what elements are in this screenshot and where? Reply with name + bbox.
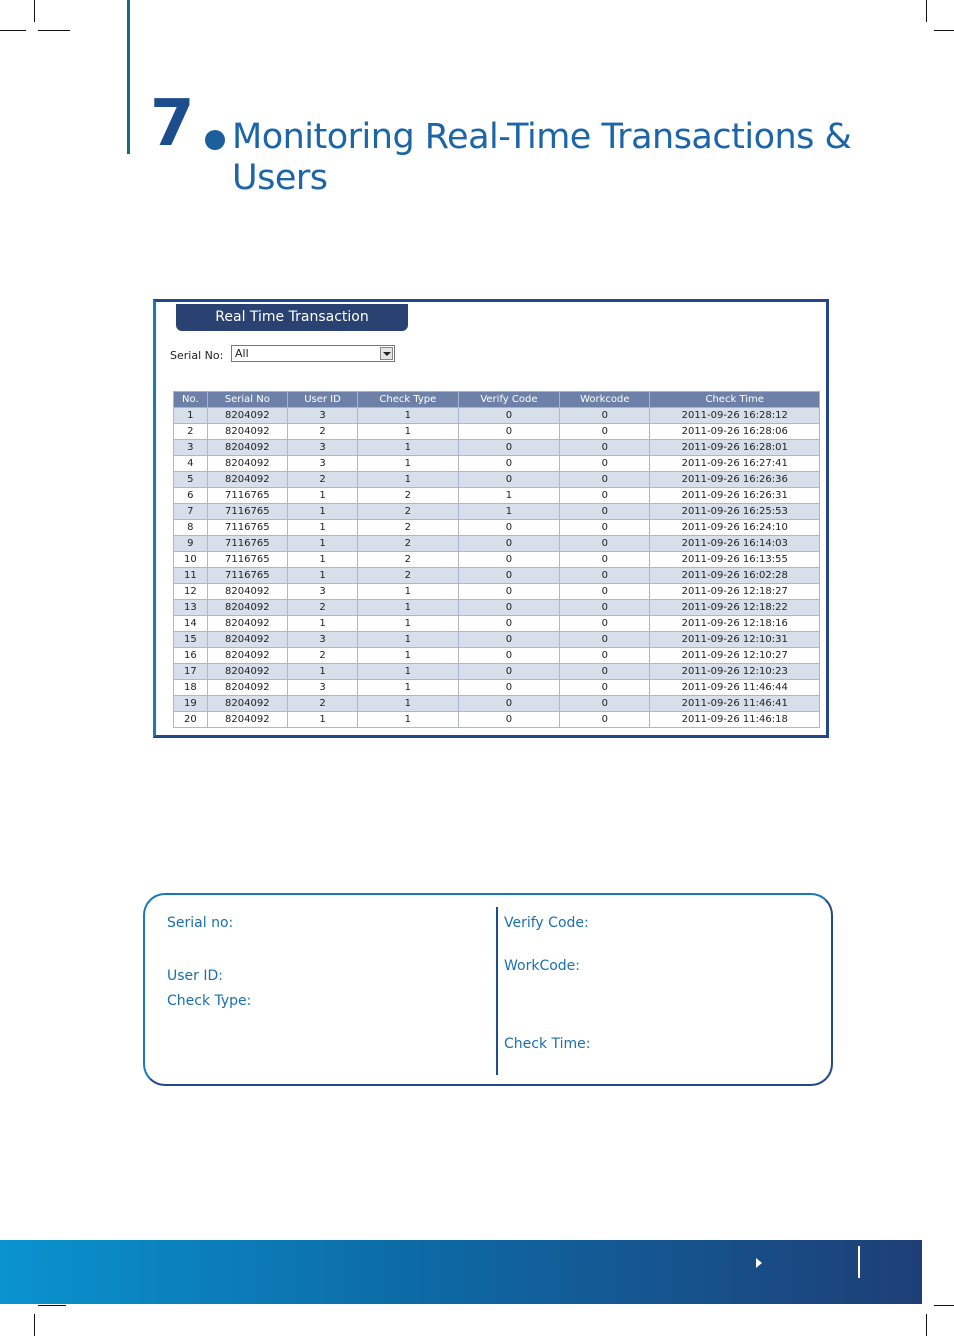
table-cell: 0 xyxy=(560,712,650,728)
table-cell: 8204092 xyxy=(207,472,287,488)
crop-mark xyxy=(34,0,35,22)
table-cell: 2011-09-26 12:10:27 xyxy=(650,648,820,664)
crop-mark xyxy=(934,1305,954,1306)
table-cell: 8204092 xyxy=(207,456,287,472)
table-cell: 2011-09-26 12:10:23 xyxy=(650,664,820,680)
column-header[interactable]: Verify Code xyxy=(458,392,560,408)
table-row[interactable] xyxy=(174,600,820,616)
table-cell: 2011-09-26 11:46:18 xyxy=(650,712,820,728)
table-cell: 0 xyxy=(560,616,650,632)
serial-label: Serial No: xyxy=(170,349,224,362)
table-row[interactable] xyxy=(174,696,820,712)
table-cell: 3 xyxy=(287,584,357,600)
table-cell: 1 xyxy=(287,616,357,632)
table-row[interactable] xyxy=(174,680,820,696)
table-row[interactable] xyxy=(174,648,820,664)
field-legend-box xyxy=(143,893,833,1086)
real-time-transaction-panel xyxy=(153,299,829,738)
table-cell: 0 xyxy=(560,520,650,536)
table-cell: 7116765 xyxy=(207,504,287,520)
table-cell: 0 xyxy=(458,712,560,728)
legend-workcode: WorkCode: xyxy=(504,958,581,974)
serial-select-value: All xyxy=(235,347,249,360)
table-cell: 2 xyxy=(287,424,357,440)
table-cell: 1 xyxy=(358,696,459,712)
table-row[interactable] xyxy=(174,488,820,504)
legend-check-type: Check Type: xyxy=(167,993,252,1009)
column-header[interactable]: Check Time xyxy=(650,392,820,408)
crop-mark xyxy=(934,30,954,31)
table-cell: 2011-09-26 16:24:10 xyxy=(650,520,820,536)
table-cell: 3 xyxy=(287,440,357,456)
table-cell: 3 xyxy=(287,632,357,648)
table-cell: 2 xyxy=(358,488,459,504)
table-cell: 8204092 xyxy=(207,424,287,440)
table-cell: 0 xyxy=(458,568,560,584)
table-row[interactable] xyxy=(174,552,820,568)
table-cell: 7 xyxy=(174,504,208,520)
table-cell: 2 xyxy=(358,520,459,536)
table-cell: 7116765 xyxy=(207,520,287,536)
table-cell: 3 xyxy=(287,680,357,696)
table-cell: 1 xyxy=(358,472,459,488)
table-cell: 0 xyxy=(458,456,560,472)
table-cell: 0 xyxy=(560,664,650,680)
table-cell: 1 xyxy=(358,712,459,728)
table-row[interactable] xyxy=(174,712,820,728)
table-cell: 1 xyxy=(358,456,459,472)
table-cell: 3 xyxy=(287,456,357,472)
column-header[interactable]: Serial No xyxy=(207,392,287,408)
column-header[interactable]: Check Type xyxy=(358,392,459,408)
table-row[interactable] xyxy=(174,440,820,456)
table-cell: 0 xyxy=(560,424,650,440)
table-cell: 8 xyxy=(174,520,208,536)
chapter-number: 7 xyxy=(150,87,195,161)
table-cell: 2011-09-26 16:28:12 xyxy=(650,408,820,424)
table-cell: 7116765 xyxy=(207,536,287,552)
table-row[interactable] xyxy=(174,568,820,584)
legend-serial-no: Serial no: xyxy=(167,915,234,931)
table-cell: 0 xyxy=(458,600,560,616)
legend-divider xyxy=(496,907,498,1075)
bullet-icon xyxy=(205,130,225,150)
table-row[interactable] xyxy=(174,536,820,552)
table-cell: 3 xyxy=(174,440,208,456)
table-cell: 8204092 xyxy=(207,664,287,680)
table-cell: 0 xyxy=(560,488,650,504)
table-cell: 8204092 xyxy=(207,696,287,712)
table-cell: 2011-09-26 16:27:41 xyxy=(650,456,820,472)
table-row[interactable] xyxy=(174,424,820,440)
crop-mark xyxy=(38,1305,66,1306)
table-cell: 0 xyxy=(458,536,560,552)
table-row[interactable] xyxy=(174,632,820,648)
table-cell: 1 xyxy=(358,424,459,440)
table-cell: 6 xyxy=(174,488,208,504)
table-cell: 13 xyxy=(174,600,208,616)
table-row[interactable] xyxy=(174,472,820,488)
table-cell: 2011-09-26 11:46:41 xyxy=(650,696,820,712)
table-cell: 1 xyxy=(287,664,357,680)
table-row[interactable] xyxy=(174,664,820,680)
table-cell: 2 xyxy=(287,472,357,488)
table-cell: 3 xyxy=(287,408,357,424)
table-cell: 0 xyxy=(560,472,650,488)
table-cell: 0 xyxy=(560,568,650,584)
table-body xyxy=(174,408,820,728)
table-cell: 1 xyxy=(358,616,459,632)
table-cell: 18 xyxy=(174,680,208,696)
table-cell: 2 xyxy=(358,536,459,552)
table-cell: 1 xyxy=(458,504,560,520)
table-cell: 0 xyxy=(458,440,560,456)
table-cell: 0 xyxy=(560,440,650,456)
table-cell: 0 xyxy=(560,408,650,424)
table-cell: 0 xyxy=(458,616,560,632)
table-cell: 2011-09-26 16:26:31 xyxy=(650,488,820,504)
table-cell: 0 xyxy=(560,696,650,712)
arrow-right-icon xyxy=(756,1258,762,1268)
table-cell: 2011-09-26 16:25:53 xyxy=(650,504,820,520)
table-cell: 2011-09-26 12:18:22 xyxy=(650,600,820,616)
table-cell: 0 xyxy=(458,584,560,600)
table-cell: 7116765 xyxy=(207,488,287,504)
table-cell: 5 xyxy=(174,472,208,488)
table-cell: 0 xyxy=(458,648,560,664)
chapter-title: Monitoring Real-Time Transactions & Users xyxy=(232,117,852,198)
column-header[interactable]: User ID xyxy=(287,392,357,408)
table-cell: 2 xyxy=(287,696,357,712)
table-cell: 1 xyxy=(358,680,459,696)
table-cell: 2011-09-26 12:18:16 xyxy=(650,616,820,632)
table-cell: 2011-09-26 11:46:44 xyxy=(650,680,820,696)
table-cell: 7116765 xyxy=(207,568,287,584)
table-cell: 14 xyxy=(174,616,208,632)
transactions-table xyxy=(173,391,820,728)
table-cell: 2011-09-26 12:10:31 xyxy=(650,632,820,648)
table-cell: 0 xyxy=(560,584,650,600)
table-cell: 0 xyxy=(458,664,560,680)
table-cell: 17 xyxy=(174,664,208,680)
table-cell: 2 xyxy=(287,648,357,664)
table-cell: 2 xyxy=(174,424,208,440)
crop-mark xyxy=(926,0,927,22)
table-cell: 2011-09-26 16:28:01 xyxy=(650,440,820,456)
table-cell: 11 xyxy=(174,568,208,584)
table-cell: 1 xyxy=(287,568,357,584)
table-cell: 8204092 xyxy=(207,584,287,600)
table-cell: 0 xyxy=(560,504,650,520)
column-header[interactable]: Workcode xyxy=(560,392,650,408)
table-cell: 12 xyxy=(174,584,208,600)
table-cell: 1 xyxy=(358,584,459,600)
table-cell: 8204092 xyxy=(207,408,287,424)
table-cell: 16 xyxy=(174,648,208,664)
table-cell: 15 xyxy=(174,632,208,648)
footer-band xyxy=(0,1240,922,1304)
table-cell: 1 xyxy=(458,488,560,504)
table-row[interactable] xyxy=(174,456,820,472)
table-cell: 1 xyxy=(358,600,459,616)
table-cell: 1 xyxy=(287,712,357,728)
table-cell: 0 xyxy=(458,520,560,536)
crop-mark xyxy=(34,1314,35,1336)
table-cell: 1 xyxy=(287,552,357,568)
footer-divider xyxy=(858,1246,860,1278)
table-cell: 2011-09-26 16:26:36 xyxy=(650,472,820,488)
table-cell: 2011-09-26 16:13:55 xyxy=(650,552,820,568)
table-cell: 0 xyxy=(560,680,650,696)
legend-check-time: Check Time: xyxy=(504,1036,591,1052)
table-cell: 8204092 xyxy=(207,680,287,696)
table-cell: 1 xyxy=(358,648,459,664)
table-row[interactable] xyxy=(174,408,820,424)
table-cell: 2 xyxy=(358,504,459,520)
table-cell: 0 xyxy=(560,600,650,616)
chevron-down-icon[interactable] xyxy=(380,347,393,360)
table-row[interactable] xyxy=(174,520,820,536)
table-cell: 2011-09-26 12:18:27 xyxy=(650,584,820,600)
table-cell: 0 xyxy=(560,648,650,664)
table-cell: 0 xyxy=(458,424,560,440)
table-cell: 0 xyxy=(560,456,650,472)
table-row[interactable] xyxy=(174,584,820,600)
crop-mark xyxy=(38,30,70,31)
table-cell: 1 xyxy=(358,632,459,648)
table-cell: 2 xyxy=(358,552,459,568)
legend-verify-code: Verify Code: xyxy=(504,915,589,931)
table-cell: 2011-09-26 16:28:06 xyxy=(650,424,820,440)
table-row[interactable] xyxy=(174,504,820,520)
table-cell: 1 xyxy=(358,440,459,456)
table-header-row xyxy=(174,392,820,408)
table-cell: 0 xyxy=(560,552,650,568)
table-cell: 1 xyxy=(358,664,459,680)
table-cell: 8204092 xyxy=(207,632,287,648)
table-cell: 0 xyxy=(458,696,560,712)
table-cell: 0 xyxy=(458,632,560,648)
table-cell: 7116765 xyxy=(207,552,287,568)
table-cell: 2 xyxy=(287,600,357,616)
legend-user-id: User ID: xyxy=(167,968,223,984)
panel-tab-title[interactable]: Real Time Transaction xyxy=(176,304,408,331)
table-cell: 1 xyxy=(287,520,357,536)
table-cell: 8204092 xyxy=(207,600,287,616)
table-cell: 1 xyxy=(174,408,208,424)
table-cell: 0 xyxy=(458,680,560,696)
table-cell: 8204092 xyxy=(207,712,287,728)
table-cell: 2011-09-26 16:02:28 xyxy=(650,568,820,584)
table-cell: 1 xyxy=(287,536,357,552)
crop-mark xyxy=(0,30,26,31)
table-cell: 1 xyxy=(358,408,459,424)
column-header[interactable]: No. xyxy=(174,392,208,408)
table-cell: 8204092 xyxy=(207,440,287,456)
table-cell: 1 xyxy=(287,504,357,520)
table-cell: 8204092 xyxy=(207,648,287,664)
table-cell: 1 xyxy=(287,488,357,504)
table-cell: 0 xyxy=(458,552,560,568)
crop-mark xyxy=(926,1314,927,1336)
table-cell: 4 xyxy=(174,456,208,472)
table-cell: 0 xyxy=(458,472,560,488)
serial-select[interactable] xyxy=(231,345,395,362)
table-cell: 0 xyxy=(560,536,650,552)
table-cell: 19 xyxy=(174,696,208,712)
table-cell: 9 xyxy=(174,536,208,552)
table-row[interactable] xyxy=(174,616,820,632)
table-cell: 20 xyxy=(174,712,208,728)
table-cell: 8204092 xyxy=(207,616,287,632)
table-cell: 2011-09-26 16:14:03 xyxy=(650,536,820,552)
table-cell: 0 xyxy=(560,632,650,648)
margin-rule xyxy=(127,0,130,154)
table-cell: 10 xyxy=(174,552,208,568)
table-cell: 0 xyxy=(458,408,560,424)
table-cell: 2 xyxy=(358,568,459,584)
